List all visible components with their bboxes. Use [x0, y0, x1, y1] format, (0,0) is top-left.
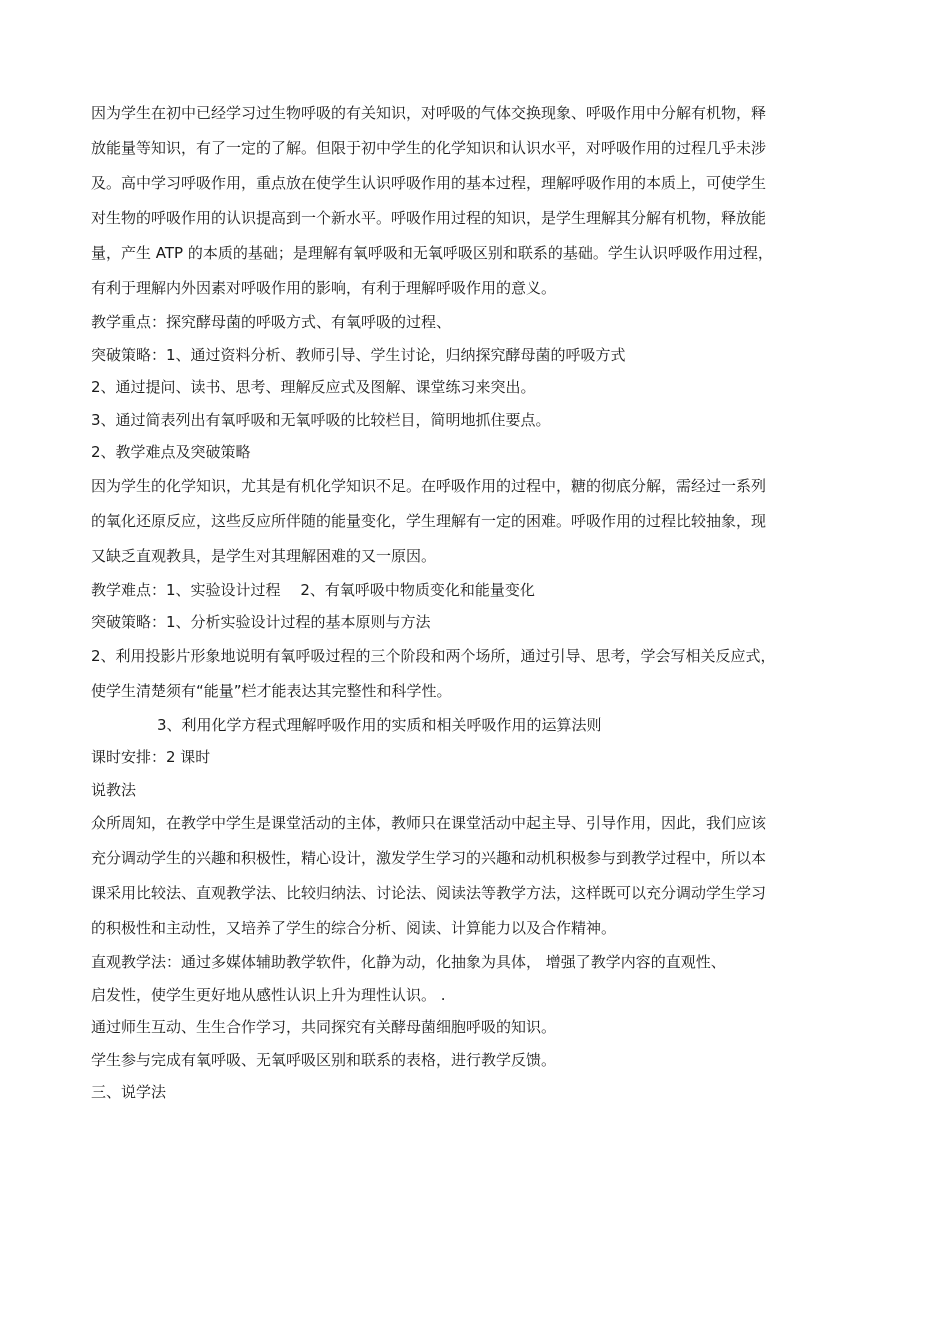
- document-page: [91, 96, 867, 1109]
- paragraph-line: 及。高中学习呼吸作用，重点放在使学生认识呼吸作用的基本过程，理解呼吸作用的本质上，可使学生: [91, 174, 767, 192]
- method-line: 直观教学法：通过多媒体辅助教学软件，化静为动，化抽象为具体， 增强了教学内容的直观性、: [91, 953, 726, 971]
- strategy-line: 突破策略：1、分析实验设计过程的基本原则与方法: [91, 613, 431, 631]
- section-heading: 说教法: [91, 780, 137, 799]
- method-line: 学生参与完成有氧呼吸、无氧呼吸区别和联系的表格，进行教学反馈。: [91, 1050, 557, 1069]
- paragraph-line: 放能量等知识，有了一定的了解。但限于初中学生的化学知识和认识水平，对呼吸作用的过程几乎未涉: [91, 139, 767, 157]
- strategy-line: 2、通过提问、读书、思考、理解反应式及图解、课堂练习来突出。: [91, 378, 536, 396]
- paragraph-line: 众所周知，在教学中学生是课堂活动的主体，教师只在课堂活动中起主导、引导作用，因此，我们应该: [91, 814, 767, 832]
- paragraph-line: 又缺乏直观教具，是学生对其理解困难的又一原因。: [91, 546, 437, 565]
- paragraph-line: 因为学生的化学知识，尤其是有机化学知识不足。在呼吸作用的过程中，糖的彻底分解，需经过一系列: [91, 476, 767, 495]
- strategy-line: 使学生清楚须有“能量”栏才能表达其完整性和科学性。: [91, 681, 452, 700]
- paragraph-line: 充分调动学生的兴趣和积极性，精心设计，激发学生学习的兴趣和动机积极参与到教学过程中，所以本: [91, 849, 767, 867]
- method-line: 启发性，使学生更好地从感性认识上升为理性认识。 .: [91, 985, 446, 1004]
- paragraph-line: 课采用比较法、直观教学法、比较归纳法、讨论法、阅读法等教学方法，这样既可以充分调动学生学习: [91, 884, 767, 902]
- paragraph-line: 有利于理解内外因素对呼吸作用的影响，有利于理解呼吸作用的意义。: [91, 279, 557, 297]
- paragraph-line: 量，产生 ATP 的本质的基础；是理解有氧呼吸和无氧呼吸区别和联系的基础。学生认识呼吸作用过程，: [91, 244, 773, 262]
- method-line: 通过师生互动、生生合作学习，共同探究有关酵母菌细胞呼吸的知识。: [91, 1018, 557, 1036]
- paragraph-line: 因为学生在初中已经学习过生物呼吸的有关知识，对呼吸的气体交换现象、呼吸作用中分解有机物，释: [91, 104, 767, 122]
- paragraph-line: 对生物的呼吸作用的认识提高到一个新水平。呼吸作用过程的知识，是学生理解其分解有机物，释放能: [91, 209, 767, 227]
- paragraph-line: 的氧化还原反应，这些反应所伴随的能量变化，学生理解有一定的困难。呼吸作用的过程比较抽象，现: [91, 511, 767, 530]
- strategy-line: 突破策略：1、通过资料分析、教师引导、学生讨论，归纳探究酵母菌的呼吸方式: [91, 345, 626, 364]
- strategy-line: 2、利用投影片形象地说明有氧呼吸过程的三个阶段和两个场所，通过引导、思考，学会写相关反应式，: [91, 646, 776, 665]
- difficulty-line: 教学难点：1、实验设计过程 2、有氧呼吸中物质变化和能量变化: [91, 580, 535, 599]
- strategy-line: 3、利用化学方程式理解呼吸作用的实质和相关呼吸作用的运算法则: [157, 715, 602, 734]
- key-points-line: 教学重点：探究酵母菌的呼吸方式、有氧呼吸的过程、: [91, 313, 452, 331]
- strategy-line: 3、通过简表列出有氧呼吸和无氧呼吸的比较栏目，简明地抓住要点。: [91, 410, 551, 429]
- section-heading: 2、教学难点及突破策略: [91, 443, 251, 461]
- paragraph-line: 的积极性和主动性，又培养了学生的综合分析、阅读、计算能力以及合作精神。: [91, 919, 617, 937]
- section-heading: 三、说学法: [91, 1083, 167, 1101]
- schedule-line: 课时安排：2 课时: [91, 748, 211, 766]
